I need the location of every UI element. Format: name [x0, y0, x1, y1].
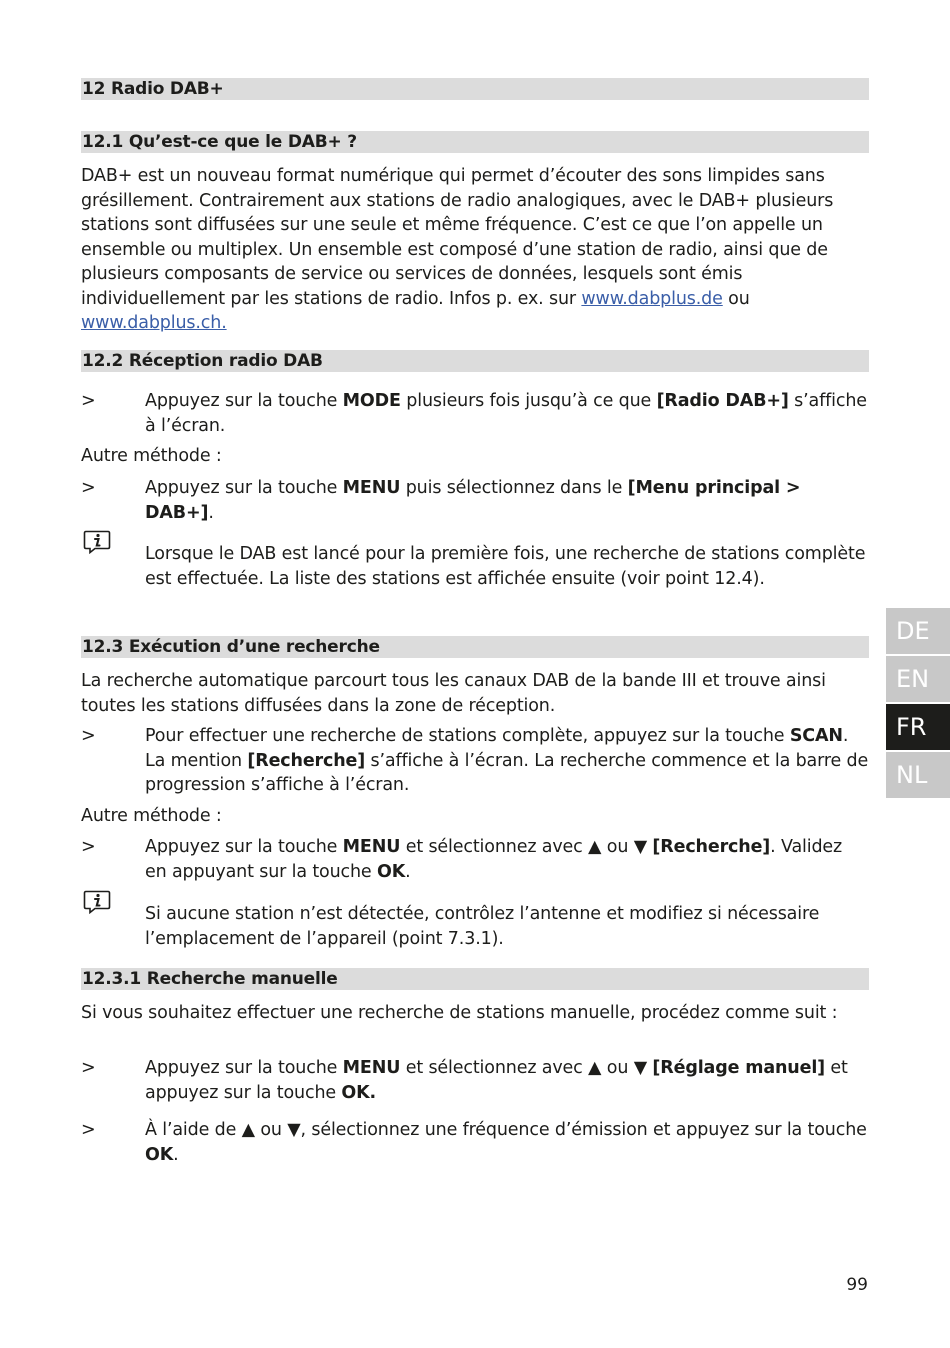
list-marker: >	[81, 478, 96, 498]
heading-12-2: 12.2 Réception radio DAB	[81, 350, 869, 372]
list-item-manual-setting: > Appuyez sur la touche MENU et sélectionnez avec ▲ ou ▼ [Réglage manuel] et appuyez sur la touche OK.	[81, 1058, 848, 1103]
link-dabplus-de[interactable]: www.dabplus.de	[581, 288, 723, 309]
list-marker: >	[81, 1058, 96, 1078]
lang-tab-fr[interactable]: FR	[886, 704, 950, 750]
heading-12: 12 Radio DAB+	[81, 78, 869, 100]
list-item-menu-dab: > Appuyez sur la touche MENU puis sélectionnez dans le [Menu principal > DAB+].	[81, 478, 801, 523]
list-item-mode: > Appuyez sur la touche MODE plusieurs fois jusqu’à ce que [Radio DAB+] s’affiche à l’écran.	[81, 391, 867, 436]
list-item-select-frequency: > À l’aide de ▲ ou ▼, sélectionnez une fréquence d’émission et appuyez sur la touche OK.	[81, 1120, 867, 1165]
page-number: 99	[846, 1275, 868, 1295]
list-marker: >	[81, 837, 96, 857]
paragraph-manual-scan: Si vous souhaitez effectuer une recherche de stations manuelle, procédez comme suit :	[81, 1003, 838, 1023]
info-note-first-scan: Lorsque le DAB est lancé pour la première fois, une recherche de stations complète est effectuée. La liste des stations est affichée ensuite (voir point 12.4).	[81, 542, 869, 591]
info-icon	[83, 890, 111, 914]
list-marker: >	[81, 726, 96, 746]
info-note-no-station: Si aucune station n’est détectée, contrôlez l’antenne et modifiez si nécessaire l’emplacement de l’appareil (point 7.3.1).	[81, 902, 869, 951]
list-marker: >	[81, 1120, 96, 1140]
list-marker: >	[81, 391, 96, 411]
info-icon	[83, 530, 111, 554]
paragraph-dab-intro: DAB+ est un nouveau format numérique qui permet d’écouter des sons limpides sans grésillement. Contrairement aux stations de radio analogiques, avec le DAB+ plusieurs stations sont diffusées sur une seule et même fréquence. C’est ce que l’on appelle un ensemble ou multiplex. Un ensemble est composé d’une station de radio, ainsi que de plusieurs composants de service ou services de données, lesquels sont émis individuellement par les stations de radio. Infos p. ex. sur www.dabplus.de ou www.dabplus.ch.	[81, 166, 834, 333]
lang-tab-en[interactable]: EN	[886, 656, 950, 702]
alt-method-label: Autre méthode :	[81, 446, 222, 466]
lang-tab-nl[interactable]: NL	[886, 752, 950, 798]
paragraph-auto-scan: La recherche automatique parcourt tous les canaux DAB de la bande III et trouve ainsi toutes les stations diffusées dans la zone de réception.	[81, 671, 826, 716]
heading-12-3: 12.3 Exécution d’une recherche	[81, 636, 869, 658]
heading-12-3-1: 12.3.1 Recherche manuelle	[81, 968, 869, 990]
list-item-scan: > Pour effectuer une recherche de stations complète, appuyez sur la touche SCAN. La mention [Recherche] s’affiche à l’écran. La recherche commence et la barre de progression s’affiche à l’écran.	[81, 726, 869, 795]
lang-tab-de[interactable]: DE	[886, 608, 950, 654]
heading-12-1: 12.1 Qu’est-ce que le DAB+ ?	[81, 131, 869, 153]
link-dabplus-ch[interactable]: www.dabplus.ch.	[81, 313, 227, 333]
list-item-menu-search: > Appuyez sur la touche MENU et sélectionnez avec ▲ ou ▼ [Recherche]. Validez en appuyant sur la touche OK.	[81, 837, 843, 882]
alt-method-label: Autre méthode :	[81, 806, 222, 826]
